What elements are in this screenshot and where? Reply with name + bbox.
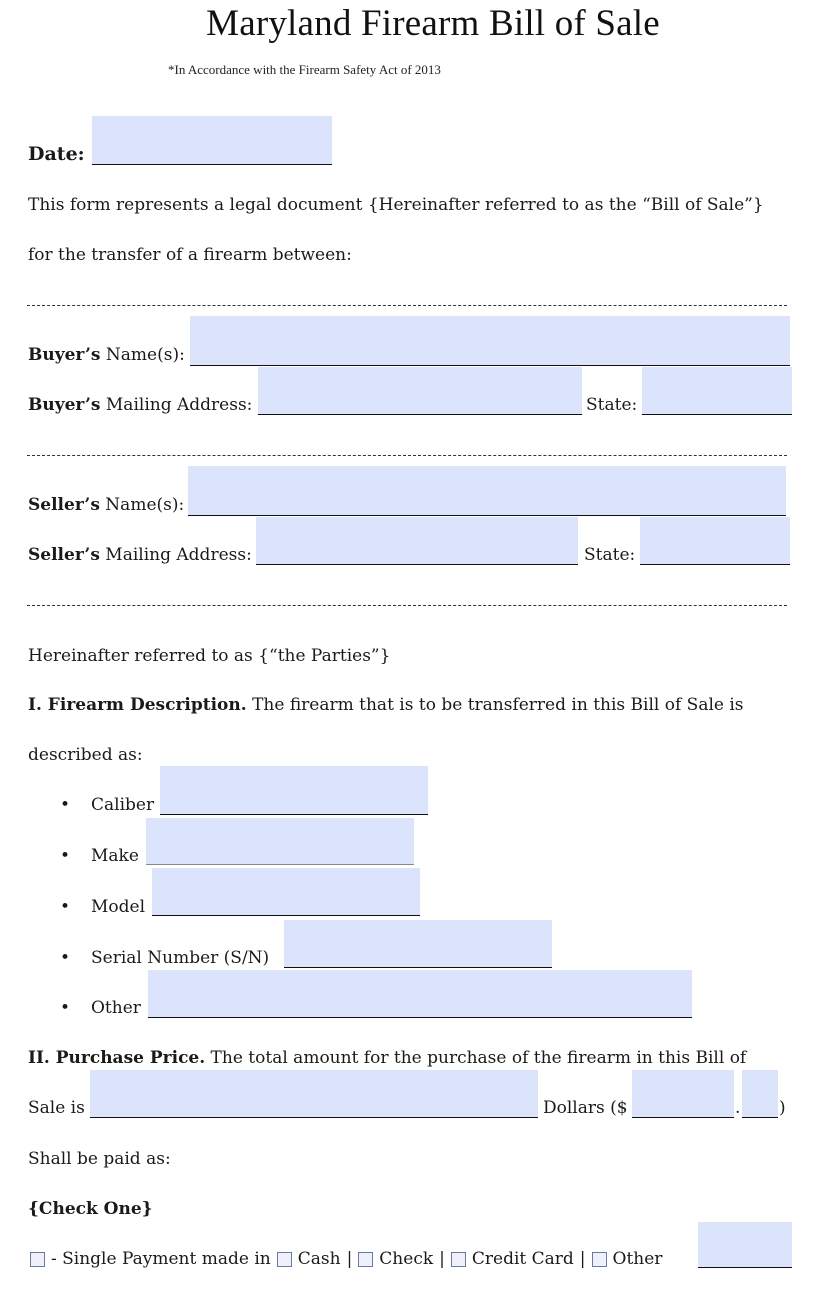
close-paren: ) xyxy=(779,1098,786,1118)
intro-line-2: for the transfer of a firearm between: xyxy=(28,245,352,265)
buyer-address-field[interactable] xyxy=(258,367,582,415)
divider xyxy=(27,305,787,306)
seller-state-field[interactable] xyxy=(640,517,790,565)
bullet: • xyxy=(60,795,71,815)
cash-label: Cash xyxy=(297,1249,341,1269)
described-as-text: described as: xyxy=(28,745,143,765)
dollars-label: Dollars ($ xyxy=(543,1098,628,1118)
caliber-label: Caliber xyxy=(91,795,155,815)
date-underline xyxy=(92,164,332,165)
seller-state-label: State: xyxy=(584,545,636,565)
seller-address-underline xyxy=(256,564,578,565)
dollars-field[interactable] xyxy=(632,1070,734,1118)
cash-checkbox[interactable] xyxy=(277,1252,292,1267)
sale-is-label: Sale is xyxy=(28,1098,85,1118)
serial-number-underline xyxy=(284,967,552,968)
buyer-state-underline xyxy=(642,414,792,415)
date-field[interactable] xyxy=(92,116,332,164)
purchase-price-text: II. Purchase Price. The total amount for the purchase of the firearm in this Bill of xyxy=(28,1048,747,1068)
credit-card-checkbox[interactable] xyxy=(451,1252,466,1267)
serial-number-label: Serial Number (S/N) xyxy=(91,948,270,968)
seller-address-field[interactable] xyxy=(256,517,578,565)
check-checkbox[interactable] xyxy=(358,1252,373,1267)
caliber-underline xyxy=(160,814,428,815)
document-subtitle: *In Accordance with the Firearm Safety Act of 2013 xyxy=(168,62,441,77)
document-title: Maryland Firearm Bill of Sale xyxy=(206,3,660,44)
check-label: Check xyxy=(379,1249,434,1269)
seller-name-field[interactable] xyxy=(188,466,786,516)
credit-card-label: Credit Card xyxy=(471,1249,574,1269)
buyer-name-underline xyxy=(190,365,790,366)
model-underline xyxy=(152,915,420,916)
caliber-field[interactable] xyxy=(160,766,428,814)
dollars-underline xyxy=(632,1117,734,1118)
bullet: • xyxy=(60,897,71,917)
buyer-name-field[interactable] xyxy=(190,316,790,366)
separator: | xyxy=(346,1249,353,1269)
seller-state-underline xyxy=(640,564,790,565)
buyer-name-label: Buyer’s Name(s): xyxy=(28,345,185,365)
paid-as-text: Shall be paid as: xyxy=(28,1149,171,1169)
intro-line-1: This form represents a legal document {Hereinafter referred to as the “Bill of Sale”} xyxy=(28,195,764,215)
make-underline xyxy=(146,864,414,865)
bullet: • xyxy=(60,948,71,968)
separator: | xyxy=(439,1249,445,1269)
seller-name-label: Seller’s Name(s): xyxy=(28,495,185,515)
bullet: • xyxy=(60,998,71,1018)
make-label: Make xyxy=(91,846,139,866)
model-label: Model xyxy=(91,897,146,917)
amount-words-underline xyxy=(90,1117,538,1118)
make-field[interactable] xyxy=(146,818,414,865)
buyer-address-label: Buyer’s Mailing Address: xyxy=(28,395,253,415)
date-label: Date: xyxy=(28,143,85,165)
serial-number-field[interactable] xyxy=(284,920,552,968)
cents-underline xyxy=(742,1117,778,1118)
buyer-state-label: State: xyxy=(586,395,638,415)
other-payment-underline xyxy=(698,1267,792,1268)
single-payment-checkbox[interactable] xyxy=(30,1252,45,1267)
cents-field[interactable] xyxy=(742,1070,778,1118)
divider xyxy=(27,455,787,456)
other-payment-label: Other xyxy=(612,1249,663,1269)
bullet: • xyxy=(60,846,71,866)
other-payment-field[interactable] xyxy=(698,1222,792,1268)
separator: | xyxy=(579,1249,586,1269)
other-underline xyxy=(148,1017,692,1018)
amount-words-field[interactable] xyxy=(90,1070,538,1118)
buyer-state-field[interactable] xyxy=(642,367,792,415)
payment-options-row xyxy=(30,1248,662,1270)
divider xyxy=(27,605,787,606)
seller-name-underline xyxy=(188,515,786,516)
check-one-text: {Check One} xyxy=(28,1199,153,1219)
other-payment-checkbox[interactable] xyxy=(592,1252,607,1267)
other-label: Other xyxy=(91,998,141,1018)
firearm-description-text: I. Firearm Description. The firearm that is to be transferred in this Bill of Sale is xyxy=(28,695,744,715)
buyer-address-underline xyxy=(258,414,582,415)
seller-address-label: Seller’s Mailing Address: xyxy=(28,545,252,565)
model-field[interactable] xyxy=(152,868,420,916)
decimal-point: . xyxy=(735,1098,741,1118)
single-payment-label: - Single Payment made in xyxy=(51,1249,271,1269)
other-field[interactable] xyxy=(148,970,692,1018)
parties-text: Hereinafter referred to as {“the Parties”} xyxy=(28,646,391,666)
